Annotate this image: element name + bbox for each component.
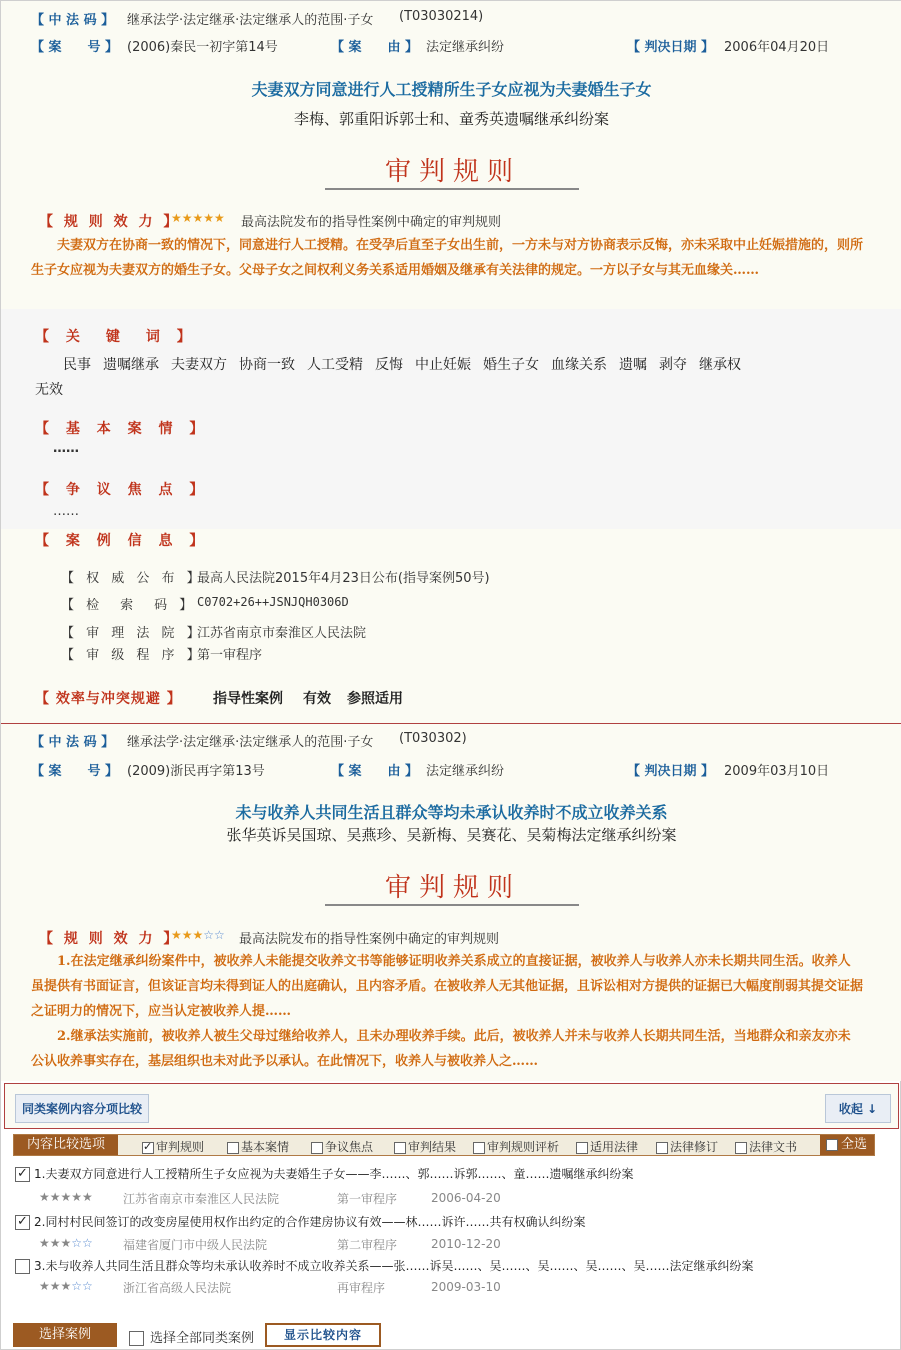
option-legal-documents[interactable]: 法律文书 [735, 1138, 797, 1155]
row-level: 再审程序 [337, 1281, 386, 1295]
info-value-item: 江苏省南京市秦淮区人民法院 [197, 626, 367, 641]
info-label-item: 【 检 索 码 】 [61, 598, 197, 613]
row-court: 江苏省南京市秦淮区人民法院 [123, 1192, 280, 1206]
law-code-label: 【 中 法 码 】 [31, 13, 115, 28]
keyword[interactable]: 遗嘱继承 [103, 357, 159, 373]
keyword[interactable]: 中止妊娠 [415, 357, 471, 373]
compare-row-title[interactable]: 2.同村村民间签订的改变房屋使用权作出约定的合作建房协议有效——林……诉许……共有权确认纠纷案 [34, 1215, 586, 1229]
checkbox[interactable] [15, 1215, 30, 1230]
case-subtitle: 李梅、郭重阳诉郭士和、童秀英遗嘱继承纠纷案 [293, 110, 609, 128]
law-code-num: (T03030214) [399, 9, 484, 24]
option-law-revision[interactable]: 法律修订 [656, 1138, 718, 1155]
facts-label: 【 基 本 案 情 】 [35, 421, 210, 437]
keyword[interactable]: 反悔 [375, 357, 403, 373]
compare-button[interactable]: 同类案例内容分项比较 [15, 1094, 149, 1123]
case-no-label: 【 案 号 】 [31, 40, 119, 55]
case-no-value: (2006)秦民一初字第14号 [127, 40, 278, 55]
row-level: 第二审程序 [337, 1238, 398, 1252]
case-subtitle: 张华英诉吴国琼、吴燕珍、吴新梅、吴赛花、吴菊梅法定继承纠纷案 [226, 826, 677, 844]
case-no-label: 【 案 号 】 [31, 764, 119, 779]
compare-row-title[interactable]: 1.夫妻双方同意进行人工授精所生子女应视为夫妻婚生子女——李……、郭……诉郭……、童……遗嘱继承纠纷案 [34, 1167, 634, 1181]
keyword[interactable]: 无效 [35, 382, 63, 398]
option-judgment-result[interactable]: 审判结果 [394, 1138, 456, 1155]
compare-options-bar [13, 1134, 875, 1156]
checkbox[interactable] [311, 1142, 323, 1154]
rule-heading: 审判规则 [384, 873, 521, 903]
compare-row-title[interactable]: 3.未与收养人共同生活且群众等均未承认收养时不成立收养关系——张……诉吴……、吴……、吴……、吴……、吴……法定继承纠纷案 [34, 1259, 754, 1273]
stars-filled: ★★★ [171, 928, 204, 942]
cause-label: 【 案 由 】 [331, 764, 419, 779]
case-2 [1, 724, 901, 1081]
row-date: 2009-03-10 [431, 1280, 501, 1294]
effect-stars: ★★★★★ [171, 211, 225, 225]
law-code-value: 继承法学·法定继承·法定继承人的范围·子女 [127, 735, 374, 750]
info-label: 【 案 例 信 息 】 [35, 533, 210, 549]
info-value-item: 第一审程序 [197, 648, 263, 663]
case-no-value: (2009)浙民再字第13号 [127, 764, 265, 779]
option-judgment-rule[interactable]: ✓ 审判规则 [142, 1138, 204, 1155]
checkbox[interactable] [576, 1142, 588, 1154]
focus-text: …… [53, 504, 79, 519]
keyword[interactable]: 遗嘱 [619, 357, 647, 373]
rule-text-2: 2.继承法实施前，被收养人被生父母过继给收养人，且未办理收养手续。此后，被收养人并未与收养人长期共同生活，当地群众和亲友亦未公认收养事实存在，基层组织也未对此予以承认。在此情况下，收养人与被收养人之…… [31, 1029, 851, 1069]
compare-row[interactable] [15, 1213, 585, 1230]
date-value: 2009年03月10日 [724, 764, 830, 779]
rule-text-1: 1.在法定继承纠纷案件中，被收养人未能提交收养文书等能够证明收养关系成立的直接证据，被收养人与收养人亦未长期共同生活。收养人虽提供有书面证言，但该证言均未得到证人的出庭确认，且内容矛盾。在被收养人无其他证据，且诉讼相对方提供的证据已大幅度削弱其提交证据之证明力的情况下，应当认定被收养人提…… [31, 954, 864, 1019]
checkbox[interactable] [826, 1139, 838, 1151]
compare-panel [4, 1083, 899, 1129]
date-label: 【 判决日期 】 [627, 764, 715, 779]
keyword-list [35, 353, 795, 403]
row-court: 福建省厦门市中级人民法院 [123, 1238, 268, 1252]
efficiency-tag: 指导性案例 [213, 691, 283, 707]
effect-text: 最高法院发布的指导性案例中确定的审判规则 [241, 215, 502, 230]
checkbox[interactable] [142, 1142, 154, 1154]
law-code-label: 【 中 法 码 】 [31, 735, 115, 750]
case-1 [1, 1, 901, 723]
show-compare-button[interactable]: 显示比较内容 [265, 1323, 381, 1347]
rule-text: 夫妻双方在协商一致的情况下，同意进行人工授精。在受孕后直至子女出生前，一方未与对方协商表示反悔，亦未采取中止妊娠措施的，则所生子女应视为夫妻双方的婚生子女。父母子女之间权利义务关系适用婚姻及继承有关法律的规定。一方以子女与其无血缘关…… [31, 238, 864, 278]
option-dispute-focus[interactable]: 争议焦点 [311, 1138, 373, 1155]
rule-heading-underline [325, 188, 579, 190]
option-rule-analysis[interactable]: 审判规则评析 [473, 1138, 559, 1155]
focus-label: 【 争 议 焦 点 】 [35, 482, 210, 498]
checkbox[interactable] [394, 1142, 406, 1154]
keyword[interactable]: 民事 [63, 357, 91, 373]
rule-heading: 审判规则 [384, 157, 521, 187]
law-code-value: 继承法学·法定继承·法定继承人的范围·子女 [127, 13, 374, 28]
keyword[interactable]: 血缘关系 [551, 357, 607, 373]
keyword[interactable]: 继承权 [699, 357, 741, 373]
date-value: 2006年04月20日 [724, 40, 830, 55]
effect-stars [171, 928, 225, 942]
select-case-title: 选择案例 [13, 1323, 117, 1347]
effect-label: 【 规 则 效 力 】 [39, 214, 181, 230]
info-label-item: 【 权 威 公 布 】 [61, 571, 204, 586]
keyword[interactable]: 人工受精 [307, 357, 363, 373]
row-level: 第一审程序 [337, 1192, 398, 1206]
keyword[interactable]: 剥夺 [659, 357, 687, 373]
stars-empty: ☆☆ [203, 928, 225, 942]
case-title[interactable]: 夫妻双方同意进行人工授精所生子女应视为夫妻婚生子女 [251, 80, 652, 99]
row-stars: ★★★☆☆ [39, 1236, 93, 1250]
option-basic-facts[interactable]: 基本案情 [227, 1138, 289, 1155]
select-all-options[interactable]: 全选 [820, 1135, 874, 1155]
keyword[interactable]: 夫妻双方 [171, 357, 227, 373]
compare-row[interactable] [15, 1165, 633, 1182]
checkbox[interactable] [656, 1142, 668, 1154]
keyword[interactable]: 婚生子女 [483, 357, 539, 373]
efficiency-tag: 有效 [303, 691, 331, 707]
info-label-item: 【 审 级 程 序 】 [61, 648, 204, 663]
checkbox[interactable] [15, 1167, 30, 1182]
info-value-item: C0702+26++JSNJQH0306D [197, 595, 349, 609]
checkbox[interactable] [227, 1142, 239, 1154]
options-title: 内容比较选项 [14, 1135, 118, 1155]
select-case-bar [13, 1323, 379, 1347]
select-all-cases[interactable]: 选择全部同类案例 [129, 1327, 254, 1346]
checkbox[interactable] [129, 1331, 144, 1346]
row-date: 2010-12-20 [431, 1237, 501, 1251]
compare-row[interactable] [15, 1257, 753, 1274]
checkbox[interactable] [735, 1142, 747, 1154]
efficiency-label: 【 效率与冲突规避 】 [35, 691, 182, 707]
checkbox[interactable] [473, 1142, 485, 1154]
case-title[interactable]: 未与收养人共同生活且群众等均未承认收养时不成立收养关系 [235, 803, 668, 822]
cause-label: 【 案 由 】 [331, 40, 419, 55]
facts-text: …… [53, 441, 79, 456]
law-code-num: (T030302) [399, 731, 467, 746]
checkbox[interactable] [15, 1259, 30, 1274]
effect-text: 最高法院发布的指导性案例中确定的审判规则 [239, 932, 500, 947]
cause-value: 法定继承纠纷 [426, 40, 505, 55]
info-label-item: 【 审 理 法 院 】 [61, 626, 204, 641]
keyword[interactable]: 协商一致 [239, 357, 295, 373]
effect-label: 【 规 则 效 力 】 [39, 931, 181, 947]
info-value-item: 最高人民法院2015年4月23日公布(指导案例50号) [197, 571, 490, 586]
row-stars: ★★★☆☆ [39, 1279, 93, 1293]
efficiency-tag: 参照适用 [347, 691, 403, 707]
row-date: 2006-04-20 [431, 1191, 501, 1205]
rule-heading-underline [325, 904, 579, 906]
row-court: 浙江省高级人民法院 [123, 1281, 232, 1295]
keywords-label: 【 关 键 词 】 [35, 329, 197, 345]
option-applicable-law[interactable]: 适用法律 [576, 1138, 638, 1155]
cause-value: 法定继承纠纷 [426, 764, 505, 779]
row-stars: ★★★★★ [39, 1190, 93, 1204]
collapse-button[interactable]: 收起 ↓ [825, 1094, 891, 1123]
date-label: 【 判决日期 】 [627, 40, 715, 55]
